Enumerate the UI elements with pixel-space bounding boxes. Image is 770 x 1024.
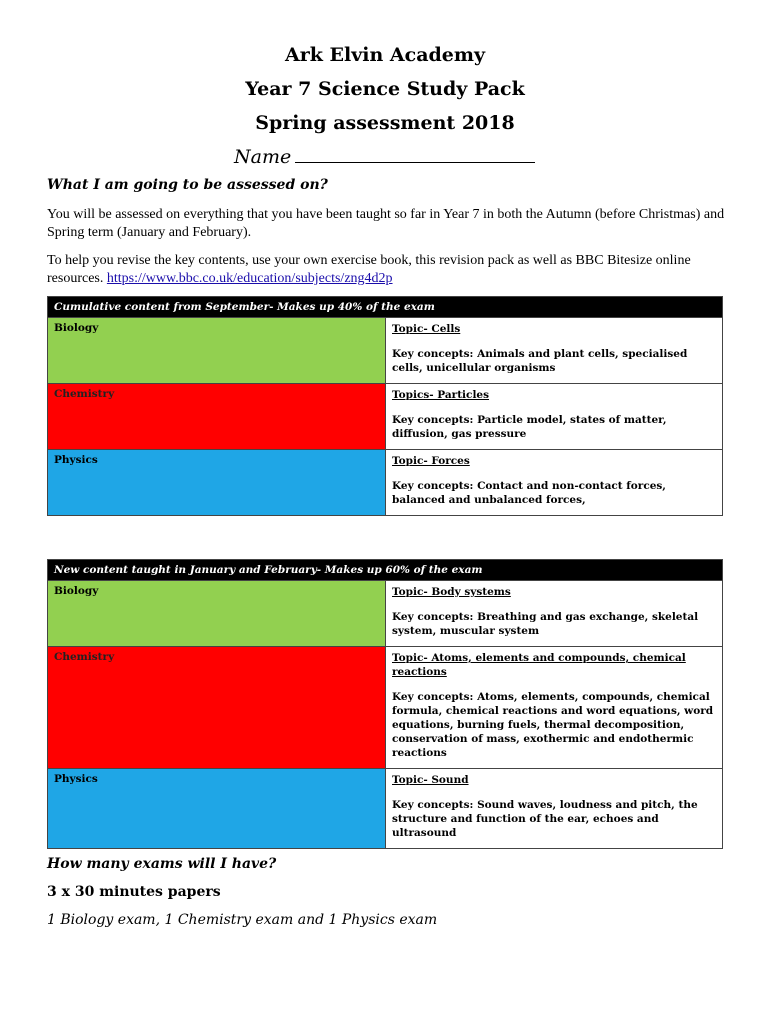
topic-cell bbox=[386, 769, 723, 849]
assessed-question: What I am going to be assessed on? bbox=[47, 177, 328, 193]
topic-title: Topic- Atoms, elements and compounds, chemical reactions bbox=[392, 652, 686, 678]
topic-cell bbox=[386, 384, 723, 450]
bbc-bitesize-link[interactable]: https://www.bbc.co.uk/education/subjects/zng4d2p bbox=[106, 271, 393, 286]
name-field[interactable] bbox=[234, 144, 535, 168]
pack-title: Year 7 Science Study Pack bbox=[245, 78, 525, 100]
key-concepts: Key concepts: Breathing and gas exchange, skeletal system, muscular system bbox=[392, 611, 699, 637]
exam-papers: 3 x 30 minutes papers bbox=[47, 884, 221, 900]
topic-cell bbox=[386, 450, 723, 516]
intro-paragraph-1: You will be assessed on everything that you have been taught so far in Year 7 in both the Autumn (before Christmas) and Spring term (January and February). bbox=[47, 207, 725, 240]
topic-title: Topic- Cells bbox=[392, 323, 461, 335]
topic-title: Topic- Sound bbox=[392, 774, 469, 786]
assessment-title: Spring assessment 2018 bbox=[255, 112, 515, 134]
new-content-table bbox=[47, 559, 723, 849]
subject-physics: Physics bbox=[48, 769, 386, 849]
topic-cell bbox=[386, 581, 723, 647]
exam-detail: 1 Biology exam, 1 Chemistry exam and 1 Physics exam bbox=[47, 912, 438, 928]
subject-chemistry: Chemistry bbox=[48, 384, 386, 450]
topic-cell bbox=[386, 318, 723, 384]
subject-biology: Biology bbox=[48, 318, 386, 384]
key-concepts: Key concepts: Animals and plant cells, specialised cells, unicellular organisms bbox=[392, 348, 688, 374]
cumulative-content-table bbox=[47, 296, 723, 516]
key-concepts: Key concepts: Contact and non-contact forces, balanced and unbalanced forces, bbox=[392, 480, 666, 506]
topic-title: Topics- Particles bbox=[392, 389, 490, 401]
exams-question: How many exams will I have? bbox=[47, 856, 277, 872]
new-content-header: New content taught in January and February- Makes up 60% of the exam bbox=[48, 560, 723, 581]
cumulative-header: Cumulative content from September- Makes up 40% of the exam bbox=[48, 297, 723, 318]
subject-biology: Biology bbox=[48, 581, 386, 647]
school-title: Ark Elvin Academy bbox=[284, 44, 486, 66]
key-concepts: Key concepts: Particle model, states of matter, diffusion, gas pressure bbox=[392, 414, 667, 440]
name-label: Name bbox=[234, 146, 292, 168]
key-concepts: Key concepts: Sound waves, loudness and pitch, the structure and function of the ear, echoes and ultrasound bbox=[392, 799, 698, 839]
topic-title: Topic- Forces bbox=[392, 455, 470, 467]
topic-title: Topic- Body systems bbox=[392, 586, 511, 598]
subject-physics: Physics bbox=[48, 450, 386, 516]
name-line[interactable] bbox=[295, 144, 535, 163]
subject-chemistry: Chemistry bbox=[48, 647, 386, 769]
topic-cell bbox=[386, 647, 723, 769]
key-concepts: Key concepts: Atoms, elements, compounds, chemical formula, chemical reactions and word equations, word equations, burning fuels, thermal decomposition, conservation of mass, exothermic and endothermic reactions bbox=[392, 691, 714, 759]
intro-paragraph-2-text: To help you revise the key contents, use your own exercise book, this revision pack as well as BBC Bitesize online resources. bbox=[47, 253, 691, 286]
intro-paragraph-2 bbox=[47, 252, 727, 288]
